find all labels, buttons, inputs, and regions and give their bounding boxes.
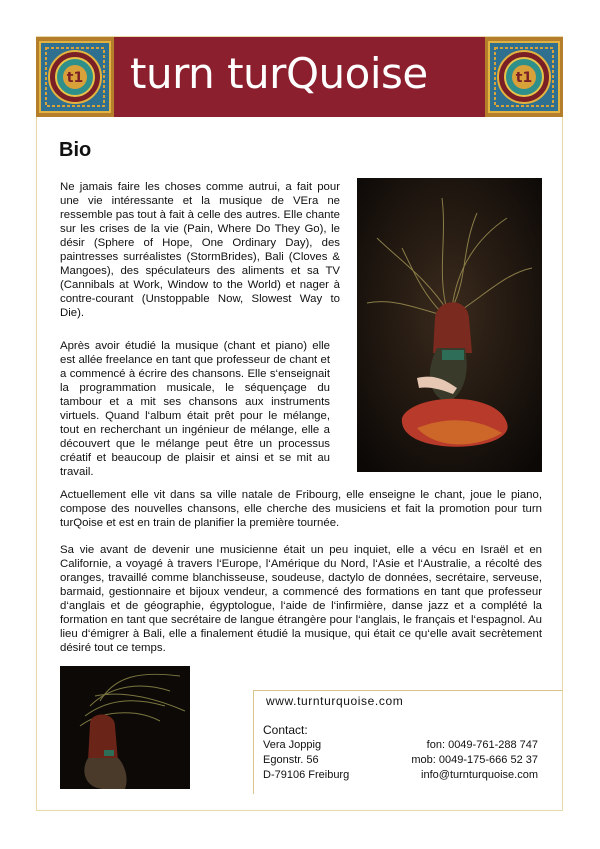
logo-right-icon <box>485 37 563 117</box>
contact-mobile: mob: 0049-175-666 52 37 <box>411 754 538 766</box>
contact-name: Vera Joppig <box>263 739 322 751</box>
contact-email[interactable]: info@turnturquoise.com <box>421 769 538 781</box>
artist-photo <box>357 178 542 472</box>
contact-street: Egonstr. 56 <box>263 754 319 766</box>
bio-paragraph-1: Ne jamais faire les choses comme autrui, a fait pour une vie intéressante et la musique de VEra ne ressemble pas tout à fait à celle des autres. Elle chante sur les crises de la vie (Pain, Where Do They Go), le désir (Sphere of Hope, One Ordinary Day), des paintresses surréalistes (StormBrides), Bali (Cloves & Mangoes), des spéculateurs des aliments et sa TV (Cannibals at Work, Window to the World) et nager à contre-courant (Unstoppable Now, Slowest Way to Die). <box>60 181 340 319</box>
page-title: Bio <box>59 139 92 161</box>
contact-city: D-79106 Freiburg <box>263 769 350 781</box>
artist-photo-small <box>60 666 190 789</box>
bio-paragraph-2: Après avoir étudié la musique (chant et piano) elle est allée freelance en tant que professeur de chant et a commencé à écrire des chansons. Elle s‘enseignait la programmation musicale, le séquençage du tambour et a mit ses chansons aux instruments virtuels. Quand l‘album était prêt pour le mélange, tout en recherchant un ingénieur de mélange, elle a découvert que le mélange peut être un processus créatif et beaucoup de plaisir et ainsi et se mit au travail. <box>60 340 330 478</box>
bio-paragraph-4: Sa vie avant de devenir une musicienne était un peu inquiet, elle a vécu en Israël et en Californie, a voyagé à travers l‘Europe, l‘Amérique du Nord, l‘Asie et l‘Australie, a récolté des oranges, travaillé comme blanchisseuse, soudeuse, dactylo de données, secrétaire, serveuse, barmaid, gestionnaire et bijoux vendeur, a commencé des formations en tant que professeur d‘anglais et de géographie, égyptologue, l‘aide de l‘infirmière, danse jazz et a complété la formation en tant que secrétaire de langue étrangère pour l‘anglais, le français et l‘espagnol. Au lieu d‘émigrer à Bali, elle a finalement étudié la musique, qui était ce qu‘elle avait secrètement désiré tout ce temps. <box>60 544 542 654</box>
bio-paragraph-3: Actuellement elle vit dans sa ville natale de Fribourg, elle enseigne le chant, joue le piano, compose des nouvelles chansons, elle cherche des musiciens et fait la promotion pour turn turQoise et est en train de planifier la première tournée. <box>60 489 542 529</box>
site-title: turn turQuoise <box>130 49 428 98</box>
contact-phone: fon: 0049-761-288 747 <box>426 739 538 751</box>
svg-text:t1: t1 <box>66 70 84 86</box>
contact-label: Contact: <box>263 723 308 737</box>
logo-left-icon <box>36 37 114 117</box>
website-link[interactable]: www.turnturquoise.com <box>266 694 404 708</box>
svg-text:t1: t1 <box>515 70 533 86</box>
